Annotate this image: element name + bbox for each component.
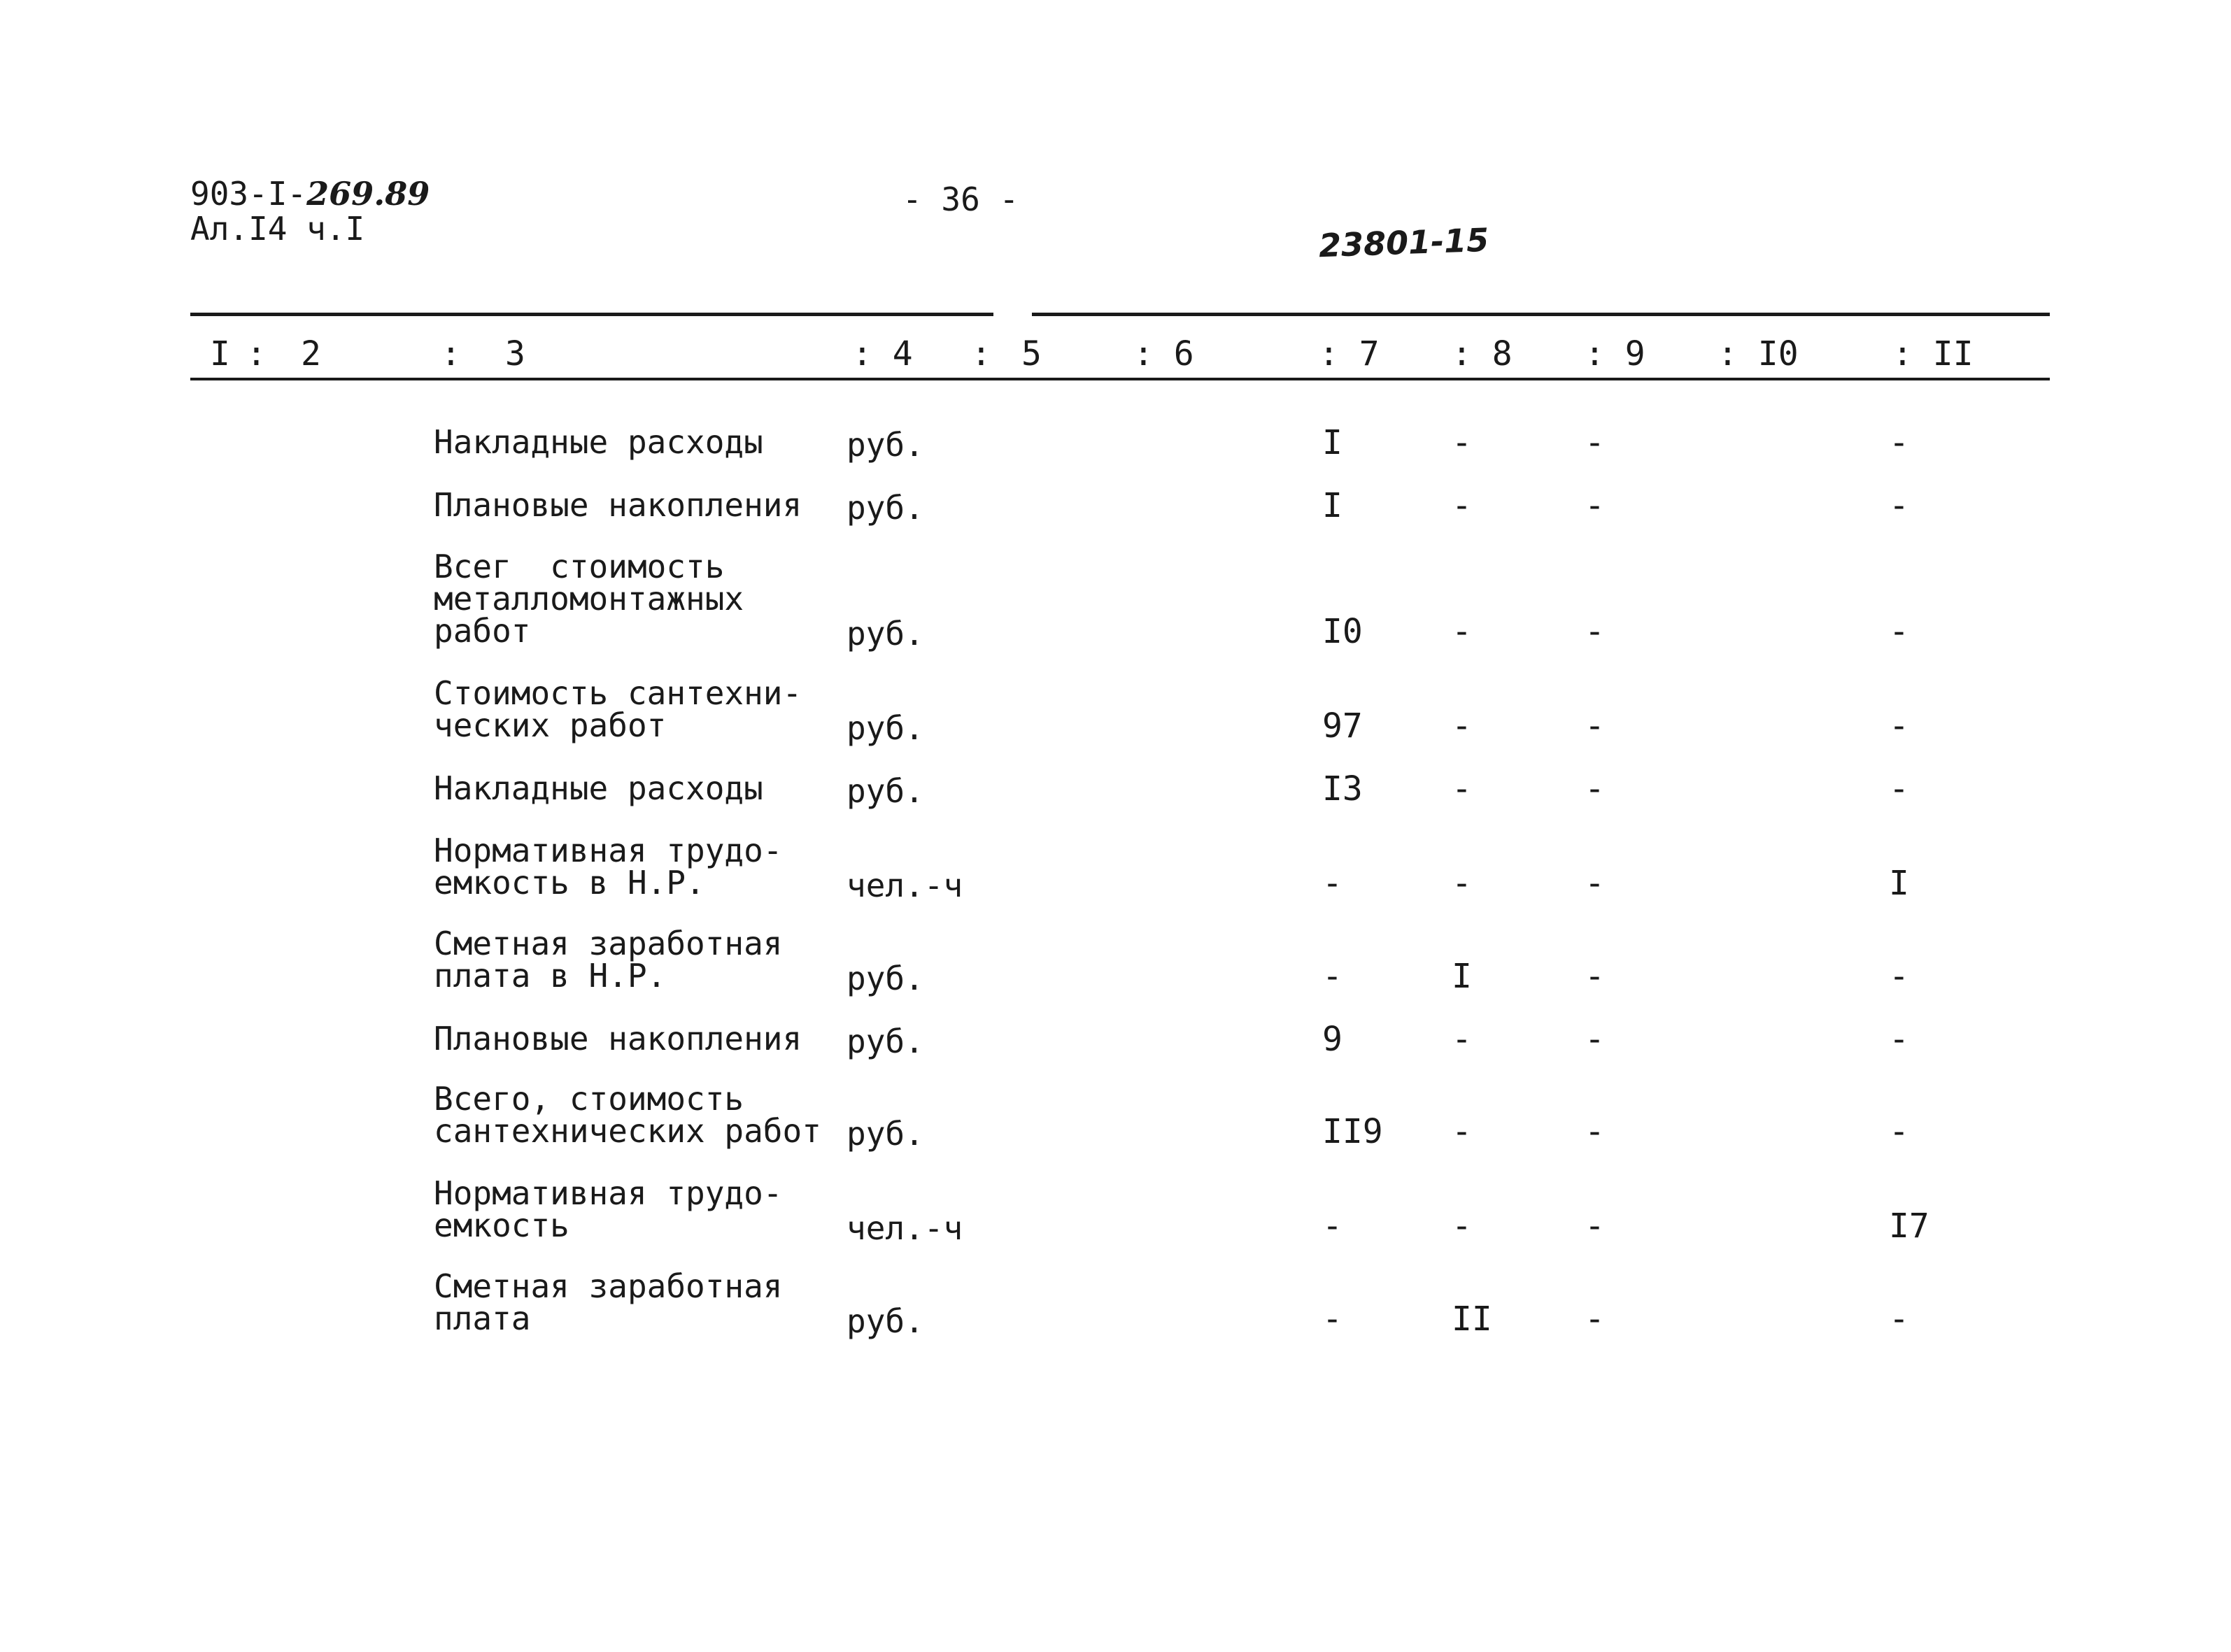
row-unit: руб.	[847, 1023, 924, 1060]
row-cell-c7: -	[1322, 1299, 1343, 1339]
row-cell-c8: II	[1452, 1299, 1492, 1339]
row-cell-c7: I3	[1322, 769, 1363, 809]
row-cell-c8: -	[1452, 423, 1472, 462]
row-cell-c9: -	[1585, 1020, 1605, 1059]
column-header: :	[246, 334, 267, 373]
row-cell-c11: -	[1889, 769, 1909, 809]
row-cell-c9: -	[1585, 957, 1605, 996]
row-cell-c9: -	[1585, 864, 1605, 903]
row-label: Стоимость сантехни- ческих работ	[434, 674, 802, 744]
row-label: Нормативная трудо- емкость в Н.Р.	[434, 832, 783, 902]
doc-code-handwritten: 269.89	[306, 175, 430, 213]
column-header: : 9	[1585, 334, 1645, 373]
row-unit: руб.	[847, 960, 924, 997]
row-label: Плановые накопления	[434, 1020, 802, 1058]
row-cell-c11: I7	[1889, 1206, 1929, 1246]
row-cell-c8: -	[1452, 1112, 1472, 1151]
top-rule-left	[190, 313, 993, 316]
row-label: Накладные расходы	[434, 769, 763, 807]
row-label: Всег стоимость металломонтажных работ	[434, 548, 744, 650]
page-number: - 36 -	[902, 180, 1019, 218]
row-cell-c9: -	[1585, 486, 1605, 525]
row-cell-c7: I	[1322, 486, 1343, 525]
row-cell-c11: -	[1889, 706, 1909, 746]
row-cell-c11: -	[1889, 1299, 1909, 1339]
row-label: Сметная заработная плата в Н.Р.	[434, 925, 783, 995]
row-cell-c9: -	[1585, 769, 1605, 809]
row-cell-c8: -	[1452, 1206, 1472, 1246]
column-header: 5	[1021, 334, 1042, 373]
row-cell-c7: -	[1322, 1206, 1343, 1246]
row-label: Сметная заработная плата	[434, 1267, 783, 1337]
row-unit: руб.	[847, 489, 924, 527]
row-unit: руб.	[847, 426, 924, 464]
column-header: : 7	[1319, 334, 1380, 373]
column-header: :	[441, 334, 461, 373]
row-cell-c11: -	[1889, 957, 1909, 996]
row-unit: руб.	[847, 709, 924, 747]
row-cell-c9: -	[1585, 1112, 1605, 1151]
row-cell-c11: -	[1889, 1020, 1909, 1059]
row-cell-c11: -	[1889, 612, 1909, 651]
column-header: 3	[505, 334, 525, 373]
column-header: : 8	[1452, 334, 1513, 373]
row-cell-c8: -	[1452, 486, 1472, 525]
row-cell-c8: -	[1452, 1020, 1472, 1059]
row-cell-c7: 9	[1322, 1020, 1343, 1059]
row-cell-c7: I	[1322, 423, 1343, 462]
row-unit: руб.	[847, 1302, 924, 1340]
row-cell-c7: -	[1322, 957, 1343, 996]
row-cell-c7: -	[1322, 864, 1343, 903]
row-cell-c7: II9	[1322, 1112, 1383, 1151]
row-cell-c8: I	[1452, 957, 1472, 996]
header-bottom-rule	[190, 378, 2050, 380]
row-unit: чел.-ч	[847, 1209, 963, 1247]
row-unit: руб.	[847, 615, 924, 653]
row-cell-c8: -	[1452, 706, 1472, 746]
row-label: Плановые накопления	[434, 486, 802, 524]
row-label: Всего, стоимость сантехнических работ	[434, 1080, 821, 1150]
row-cell-c11: -	[1889, 423, 1909, 462]
row-cell-c11: -	[1889, 1112, 1909, 1151]
row-cell-c9: -	[1585, 612, 1605, 651]
row-cell-c8: -	[1452, 864, 1472, 903]
row-cell-c7: I0	[1322, 612, 1363, 651]
column-header: : 4	[852, 334, 913, 373]
row-unit: руб.	[847, 772, 924, 810]
archive-stamp: 23801-15	[1318, 220, 1490, 265]
column-header: :	[971, 334, 991, 373]
row-cell-c11: I	[1889, 864, 1909, 903]
row-cell-c7: 97	[1322, 706, 1363, 746]
row-cell-c9: -	[1585, 1206, 1605, 1246]
row-label: Нормативная трудо- емкость	[434, 1174, 783, 1244]
column-header: 2	[301, 334, 321, 373]
row-cell-c8: -	[1452, 612, 1472, 651]
row-label: Накладные расходы	[434, 423, 763, 461]
column-header: : I0	[1717, 334, 1799, 373]
row-cell-c11: -	[1889, 486, 1909, 525]
row-cell-c8: -	[1452, 769, 1472, 809]
column-header: I	[210, 334, 230, 373]
top-rule-right	[1032, 313, 2050, 316]
row-unit: руб.	[847, 1115, 924, 1153]
row-cell-c9: -	[1585, 1299, 1605, 1339]
column-header: : II	[1892, 334, 1974, 373]
doc-code-line2: Ал.I4 ч.I	[190, 210, 365, 248]
doc-code-prefix: 903-I-	[190, 175, 307, 213]
row-unit: чел.-ч	[847, 867, 963, 904]
document-code	[190, 176, 430, 246]
row-cell-c9: -	[1585, 423, 1605, 462]
row-cell-c9: -	[1585, 706, 1605, 746]
column-header: : 6	[1133, 334, 1194, 373]
